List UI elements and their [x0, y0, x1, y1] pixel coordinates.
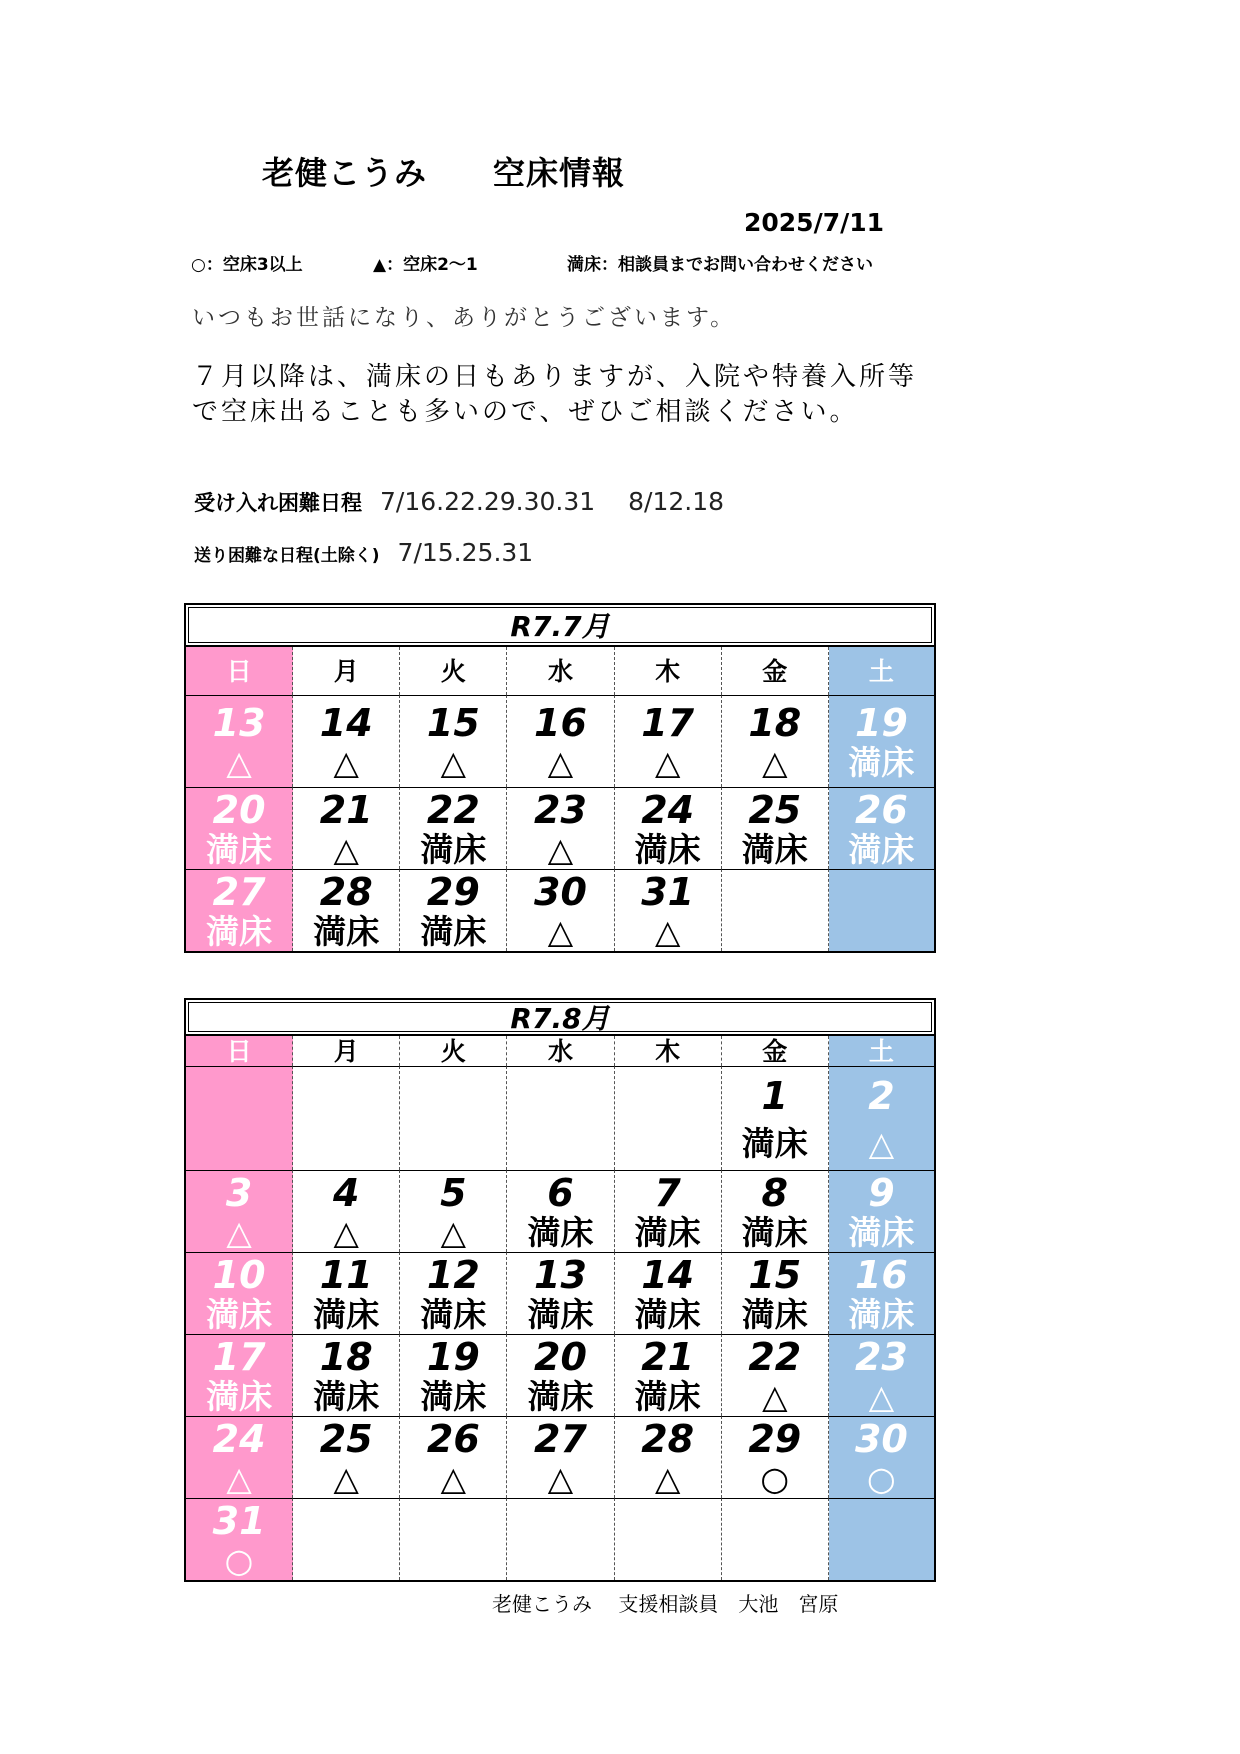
bed-status: 満床	[848, 1213, 915, 1252]
day-number: 26	[854, 788, 908, 832]
bed-status: 満床	[420, 912, 487, 951]
bed-status: △	[654, 743, 681, 782]
day-cell	[722, 1252, 829, 1334]
bed-status: △	[333, 1459, 359, 1498]
day-cell	[615, 695, 722, 787]
day-cell	[829, 1416, 936, 1498]
accept-schedule-label: 受け入れ困難日程	[194, 491, 362, 515]
bed-status: 満床	[634, 1377, 701, 1416]
day-number: 25	[319, 1417, 373, 1461]
day-number: 18	[319, 1335, 373, 1379]
bed-status: 満床	[848, 1295, 915, 1334]
day-cell	[722, 1416, 829, 1498]
bed-status: 満床	[634, 830, 701, 869]
weekday-header: 日	[186, 1036, 293, 1066]
day-number: 19	[854, 701, 908, 745]
bed-status: 満床	[741, 1213, 808, 1252]
day-cell	[615, 787, 722, 869]
bed-status: 満床	[313, 912, 380, 951]
day-number: 22	[748, 1335, 802, 1379]
day-cell	[186, 1066, 293, 1170]
day-number: 20	[212, 788, 266, 832]
day-cell	[722, 695, 829, 787]
day-number: 13	[212, 701, 266, 745]
day-number: 15	[748, 1253, 802, 1297]
day-number: 25	[748, 788, 802, 832]
day-number: 22	[426, 788, 480, 832]
day-number: 21	[641, 1335, 695, 1379]
bed-status: 満床	[206, 912, 273, 951]
weekday-header: 水	[507, 1036, 614, 1066]
day-number: 21	[319, 788, 373, 832]
accept-schedule-value: 7/16.22.29.30.31 8/12.18	[380, 487, 725, 516]
bed-status: △	[440, 743, 467, 782]
bed-status: 満床	[420, 830, 487, 869]
day-cell	[615, 869, 722, 951]
bed-status: △	[226, 1213, 252, 1252]
day-cell	[507, 695, 614, 787]
day-cell	[186, 1252, 293, 1334]
day-number: 26	[426, 1417, 480, 1461]
day-number: 14	[319, 701, 373, 745]
bed-status: 満床	[420, 1295, 487, 1334]
bed-status: △	[654, 912, 681, 951]
day-cell	[722, 869, 829, 951]
day-number: 30	[854, 1417, 908, 1461]
bed-status: △	[226, 1459, 252, 1498]
day-cell	[293, 787, 400, 869]
day-cell	[507, 787, 614, 869]
calendar-title: R7.8月	[184, 998, 936, 1036]
bed-status: 満床	[527, 1213, 594, 1252]
bed-status: △	[440, 1213, 467, 1252]
weekday-header: 金	[722, 647, 829, 695]
bed-status: △	[226, 743, 252, 782]
bed-status: 満床	[848, 743, 915, 782]
day-cell	[829, 1334, 936, 1416]
day-cell	[507, 1066, 614, 1170]
day-number: 30	[534, 870, 587, 914]
day-number: 14	[641, 1253, 695, 1297]
calendar-july	[184, 603, 936, 953]
day-number: 29	[426, 870, 480, 914]
day-cell	[615, 1170, 722, 1252]
day-number: 16	[534, 701, 587, 745]
bed-status: 満床	[527, 1295, 594, 1334]
day-cell	[400, 869, 507, 951]
weekday-header: 土	[829, 1036, 936, 1066]
bed-status: △	[868, 1377, 895, 1416]
bed-status: 満床	[206, 830, 273, 869]
bed-status: 満床	[420, 1377, 487, 1416]
day-cell	[186, 1498, 293, 1580]
bed-status: 満床	[848, 830, 915, 869]
day-number: 17	[641, 701, 695, 745]
greeting-text: いつもお世話になり、ありがとうございます。	[192, 305, 737, 331]
bed-status: ○	[760, 1459, 790, 1498]
day-number: 12	[426, 1253, 480, 1297]
footer-signature: 老健こうみ 支援相談員 大池 宮原	[492, 1592, 839, 1616]
day-cell	[615, 1416, 722, 1498]
weekday-header: 金	[722, 1036, 829, 1066]
day-number: 7	[654, 1171, 681, 1215]
day-number: 27	[212, 870, 266, 914]
day-cell	[507, 1498, 614, 1580]
day-cell	[722, 787, 829, 869]
calendar-title: R7.7月	[184, 603, 936, 647]
day-cell	[829, 695, 936, 787]
bed-status: 満床	[206, 1295, 273, 1334]
weekday-header: 木	[615, 647, 722, 695]
day-cell	[507, 1170, 614, 1252]
bed-status: △	[547, 830, 574, 869]
day-number: 10	[212, 1253, 266, 1297]
day-number: 16	[854, 1253, 908, 1297]
day-number: 18	[748, 701, 802, 745]
day-cell	[186, 787, 293, 869]
day-number: 20	[534, 1335, 587, 1379]
legend-circle: ○：空床3以上	[191, 255, 303, 275]
day-cell	[400, 1170, 507, 1252]
day-cell	[829, 1252, 936, 1334]
day-cell	[829, 869, 936, 951]
bed-status: △	[762, 743, 788, 782]
day-cell	[615, 1252, 722, 1334]
day-number: 17	[212, 1335, 266, 1379]
bed-status: ○	[224, 1541, 254, 1580]
weekday-header: 月	[293, 1036, 400, 1066]
day-cell	[615, 1066, 722, 1170]
day-number: 13	[534, 1253, 587, 1297]
day-cell	[829, 787, 936, 869]
day-cell	[615, 1334, 722, 1416]
day-number: 24	[641, 788, 695, 832]
day-number: 29	[748, 1417, 802, 1461]
bed-status: △	[762, 1377, 788, 1416]
bed-status: △	[333, 743, 359, 782]
bed-status: △	[547, 743, 574, 782]
day-number: 31	[212, 1499, 266, 1543]
bed-status: 満床	[634, 1295, 701, 1334]
day-cell	[293, 695, 400, 787]
day-number: 6	[547, 1171, 574, 1215]
day-number: 27	[534, 1417, 587, 1461]
bed-status: △	[333, 830, 359, 869]
accept-schedule	[194, 482, 724, 518]
day-cell	[293, 1170, 400, 1252]
bed-status: 満床	[741, 1295, 808, 1334]
day-cell	[400, 1252, 507, 1334]
bed-status: ○	[867, 1459, 896, 1498]
day-cell	[507, 869, 614, 951]
notice-line-2: で空床出ることも多いので、ぜひご相談ください。	[192, 397, 859, 427]
weekday-header: 火	[400, 647, 507, 695]
bed-status: 満床	[206, 1377, 273, 1416]
day-cell	[507, 1334, 614, 1416]
day-number: 9	[868, 1171, 895, 1215]
weekday-header: 水	[507, 647, 614, 695]
day-number: 24	[212, 1417, 266, 1461]
report-date: 2025/7/11	[744, 208, 885, 237]
weekday-header: 日	[186, 647, 293, 695]
day-number: 5	[440, 1171, 467, 1215]
bed-status: 満床	[313, 1295, 380, 1334]
day-number: 3	[225, 1171, 253, 1215]
notice-line-1: ７月以降は、満床の日もありますが、入院や特養入所等	[192, 362, 918, 392]
bed-status: △	[440, 1459, 467, 1498]
day-cell	[722, 1170, 829, 1252]
day-cell	[400, 1334, 507, 1416]
weekday-header: 火	[400, 1036, 507, 1066]
bed-status: 満床	[741, 830, 808, 869]
calendar-august	[184, 998, 936, 1582]
bed-status: △	[868, 1124, 895, 1163]
day-cell	[293, 1252, 400, 1334]
calendar-grid	[184, 1036, 936, 1582]
day-cell	[186, 1416, 293, 1498]
weekday-header: 木	[615, 1036, 722, 1066]
bed-status: △	[333, 1213, 359, 1252]
day-number: 8	[761, 1171, 788, 1215]
day-number: 31	[641, 870, 695, 914]
day-cell	[400, 695, 507, 787]
day-cell	[400, 1498, 507, 1580]
day-number: 11	[319, 1253, 373, 1297]
day-cell	[507, 1416, 614, 1498]
day-cell	[722, 1334, 829, 1416]
page-title: 老健こうみ 空床情報	[262, 154, 626, 192]
day-cell	[722, 1066, 829, 1170]
day-cell	[293, 1334, 400, 1416]
send-schedule-label: 送り困難な日程(土除く)	[194, 546, 380, 566]
bed-status: 満床	[313, 1377, 380, 1416]
send-schedule	[194, 538, 533, 567]
day-cell	[829, 1170, 936, 1252]
send-schedule-value: 7/15.25.31	[397, 538, 534, 567]
day-number: 1	[761, 1074, 788, 1118]
day-cell	[722, 1498, 829, 1580]
day-cell	[829, 1498, 936, 1580]
day-cell	[293, 1498, 400, 1580]
weekday-header: 土	[829, 647, 936, 695]
day-cell	[186, 869, 293, 951]
day-cell	[293, 1416, 400, 1498]
legend-full: 満床：相談員までお問い合わせください	[567, 255, 873, 275]
weekday-header: 月	[293, 647, 400, 695]
day-cell	[507, 1252, 614, 1334]
day-number: 4	[332, 1171, 360, 1215]
bed-status: △	[547, 912, 574, 951]
bed-status: 満床	[634, 1213, 701, 1252]
legend-triangle: ▲：空床2～1	[373, 255, 478, 275]
day-number: 28	[641, 1417, 695, 1461]
day-cell	[615, 1498, 722, 1580]
bed-status: 満床	[527, 1377, 594, 1416]
day-cell	[400, 787, 507, 869]
day-cell	[400, 1416, 507, 1498]
bed-status: 満床	[741, 1124, 808, 1163]
day-cell	[293, 1066, 400, 1170]
day-number: 23	[854, 1335, 908, 1379]
calendar-grid	[184, 647, 936, 953]
day-number: 15	[426, 701, 480, 745]
bed-status: △	[654, 1459, 681, 1498]
day-cell	[186, 1170, 293, 1252]
day-number: 23	[534, 788, 587, 832]
day-cell	[186, 695, 293, 787]
bed-status: △	[547, 1459, 574, 1498]
day-number: 2	[868, 1074, 895, 1118]
day-cell	[293, 869, 400, 951]
day-number: 28	[319, 870, 373, 914]
day-cell	[400, 1066, 507, 1170]
day-cell	[829, 1066, 936, 1170]
day-number: 19	[426, 1335, 480, 1379]
notice-text	[192, 360, 917, 430]
day-cell	[186, 1334, 293, 1416]
